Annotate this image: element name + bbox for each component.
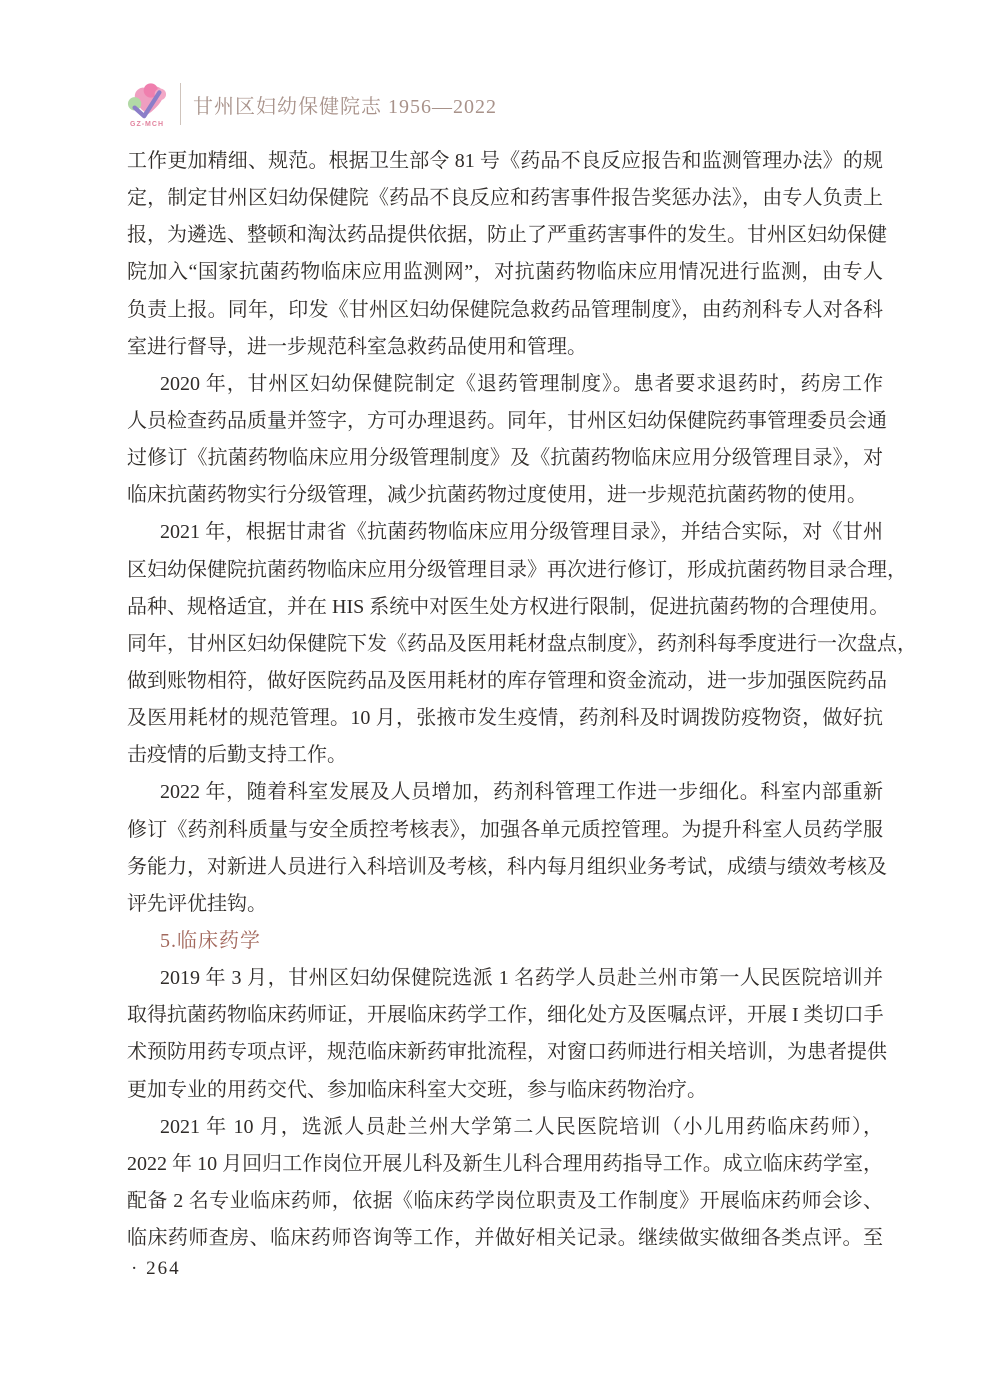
text-line: 配备 2 名专业临床药师，依据《临床药学岗位职责及工作制度》开展临床药师会诊、 — [127, 1189, 883, 1212]
text-line: 2020 年，甘州区妇幼保健院制定《退药管理制度》。患者要求退药时，药房工作 — [160, 372, 883, 395]
text-line: 过修订《抗菌药物临床应用分级管理制度》及《抗菌药物临床应用分级管理目录》，对 — [127, 447, 883, 470]
text-line: 工作更加精细、规范。根据卫生部令 81 号《药品不良反应报告和监测管理办法》的规 — [127, 150, 883, 172]
text-line: 临床药师查房、临床药师咨询等工作，并做好相关记录。继续做实做细各类点评。至 — [127, 1227, 883, 1250]
text-line: 2021 年，根据甘肃省《抗菌药物临床应用分级管理目录》，并结合实际，对《甘州 — [160, 521, 883, 544]
page-header — [120, 80, 497, 128]
text-line: 报，为遴选、整顿和淘汰药品提供依据，防止了严重药害事件的发生。甘州区妇幼保健 — [127, 224, 887, 247]
text-line: 评先评优挂钩。 — [127, 892, 267, 915]
text-line: 室进行督导，进一步规范科室急救药品使用和管理。 — [127, 335, 587, 358]
text-line: 更加专业的用药交代、参加临床科室大交班，参与临床药物治疗。 — [127, 1078, 707, 1101]
text-line: 做到账物相符，做好医院药品及医用耗材的库存管理和资金流动，进一步加强医院药品 — [127, 669, 887, 692]
text-line: 临床抗菌药物实行分级管理，减少抗菌药物过度使用，进一步规范抗菌药物的使用。 — [127, 484, 867, 507]
text-line: 2021 年 10 月，选派人员赴兰州大学第二人民医院培训（小儿用药临床药师）， — [160, 1115, 883, 1138]
hospital-logo — [120, 80, 174, 128]
logo-text: GZ-MCH — [130, 121, 164, 128]
book-title: 甘州区妇幼保健院志 1956—2022 — [193, 95, 497, 118]
text-line: 2022 年 10 月回归工作岗位开展儿科及新生儿科合理用药指导工作。成立临床药学室， — [127, 1152, 883, 1175]
page-number: · 264 — [131, 1258, 181, 1279]
text-line: 同年，甘州区妇幼保健院下发《药品及医用耗材盘点制度》，药剂科每季度进行一次盘点， — [127, 632, 917, 655]
text-line: 及医用耗材的规范管理。10 月，张掖市发生疫情，药剂科及时调拨防疫物资，做好抗 — [127, 707, 883, 730]
section-heading: 5.临床药学 — [160, 929, 261, 952]
header-divider — [180, 83, 181, 125]
text-line: 定，制定甘州区妇幼保健院《药品不良反应和药害事件报告奖惩办法》，由专人负责上 — [127, 187, 883, 210]
page-body — [127, 143, 917, 1257]
text-line: 术预防用药专项点评，规范临床新药审批流程，对窗口药师进行相关培训，为患者提供 — [127, 1041, 887, 1064]
text-line: 击疫情的后勤支持工作。 — [127, 744, 347, 767]
text-line: 取得抗菌药物临床药师证，开展临床药学工作，细化处方及医嘱点评，开展 I 类切口手 — [127, 1004, 884, 1027]
text-line: 务能力，对新进人员进行入科培训及考核，科内每月组织业务考试，成绩与绩效考核及 — [127, 855, 887, 878]
text-line: 人员检查药品质量并签字，方可办理退药。同年，甘州区妇幼保健院药事管理委员会通 — [127, 409, 887, 432]
mch-logo-icon — [124, 80, 170, 120]
text-line: 负责上报。同年，印发《甘州区妇幼保健院急救药品管理制度》，由药剂科专人对各科 — [127, 298, 883, 321]
text-line: 院加入“国家抗菌药物临床应用监测网”，对抗菌药物临床应用情况进行监测，由专人 — [127, 261, 883, 284]
text-line: 2022 年，随着科室发展及人员增加，药剂科管理工作进一步细化。科室内部重新 — [160, 781, 883, 804]
text-line: 2019 年 3 月，甘州区妇幼保健院选派 1 名药学人员赴兰州市第一人民医院培训并 — [160, 967, 883, 990]
text-line: 区妇幼保健院抗菌药物临床应用分级管理目录》再次进行修订，形成抗菌药物目录合理， — [127, 558, 907, 581]
text-line: 修订《药剂科质量与安全质控考核表》，加强各单元质控管理。为提升科室人员药学服 — [127, 818, 883, 841]
text-line: 品种、规格适宜，并在 HIS 系统中对医生处方权进行限制，促进抗菌药物的合理使用。 — [127, 595, 890, 618]
